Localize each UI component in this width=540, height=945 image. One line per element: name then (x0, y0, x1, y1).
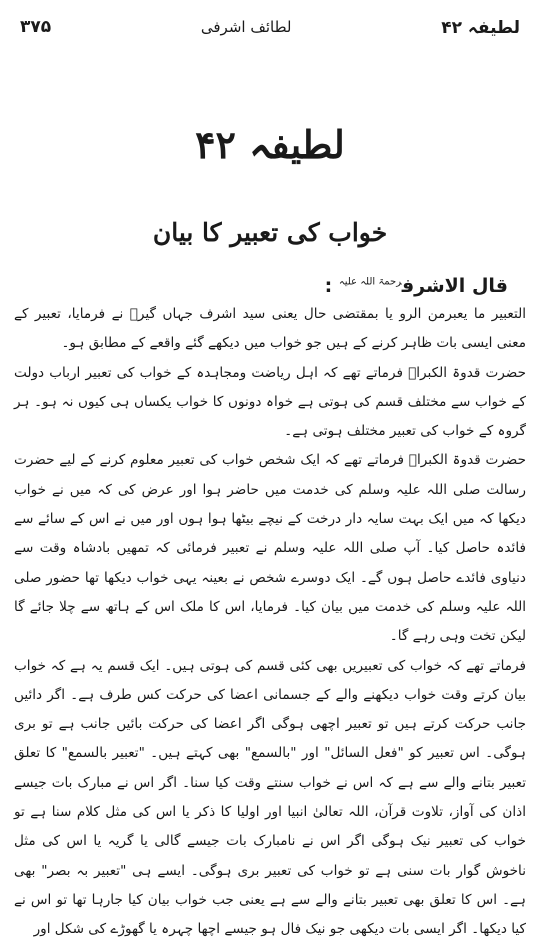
body-text (14, 300, 526, 938)
paragraph: حضرت قدوۃ الکبراؒ فرماتے تھے کہ اہل ریاضت ومجاہدہ کے خواب کی تعبیر ارباب دولت کے خواب سے مختلف قسم کی ہوتی ہے خواہ دونوں کا خواب یکساں ہی کیوں نہ ہو۔ ہر گروہ کے خواب کی تعبیر مختلف ہوتی ہے۔ (14, 364, 526, 440)
section-title: خواب کی تعبیر کا بیان (152, 218, 388, 247)
paragraph: فرماتے تھے کہ خواب کی تعبیریں بھی کئی قسم کی ہوتی ہیں۔ ایک قسم یہ ہے کہ خواب بیان کرتے وقت خواب دیکھنے والے کے جسمانی اعضا کی حرکت کس طرف ہے۔ اگر دائیں جانب حرکت کرتے ہیں تو تعبیر اچھی ہوگی اگر اعضا کی حرکت بائیں جانب ہے تو بری ہوگی۔ اس تعبیر کو "فعل السائل" اور "بالسمع" بھی کہتے ہیں۔ "تعبیر بالسمع" کا تعلق تعبیر بتانے والے سے ہے کہ اس نے خواب سنتے وقت کیا سنا۔ اگر اس نے مبارک بات جیسے اذان کی آواز، تلاوت قرآن، اللہ تعالیٰ انبیا اور اولیا کا ذکر یا اس کی مثل کلام سنا ہے تو خواب کی تعبیر نیک ہوگی اگر اس نے نامبارک بات جیسے گالی یا گریہ یا اس کی مثل ناخوش گوار بات سنی ہے تو خواب کی تعبیر بری ہوگی۔ ایسے ہی "تعبیر بہ بصر" بھی ہے۔ اس کا تعلق بھی تعبیر بتانے والے سے ہے یعنی جب خواب بیان کیا جارہا تھا تو اس نے کیا دیکھا۔ اگر ایسی بات دیکھی جو نیک فال ہو جیسے اچھا چہرہ یا گھوڑے کی شکل اور (14, 657, 526, 938)
honorific-mark: رحمۃ اللہ علیہ (338, 276, 402, 288)
chapter-title: لطیفہ ۴۲ (195, 122, 345, 167)
speaker-label: قال الاشرف (401, 275, 508, 297)
book-title: لطائف اشرفی (200, 18, 292, 36)
page-number: ۳۷۵ (20, 17, 52, 37)
chapter-reference: لطیفہ ۴۲ (441, 17, 520, 38)
paragraph: حضرت قدوۃ الکبراؒ فرماتے تھے کہ ایک شخص خواب کی تعبیر معلوم کرنے کے لیے حضرت رسالت صلی اللہ علیہ وسلم کی خدمت میں حاضر ہوا اور عرض کی کہ میں نے خواب دیکھا کہ میں ایک بہت سایہ دار درخت کے نیچے بیٹھا ہوا ہوں اور میں نے اس کے سائے سے فائدہ حاصل کیا۔ آپ صلی اللہ علیہ وسلم نے تعبیر فرمائی کہ تمھیں بادشاہ وقت سے دنیاوی فائدے حاصل ہوں گے۔ ایک دوسرے شخص نے بعینہ یہی خواب دیکھا تھا حضور صلی اللہ علیہ وسلم کی خدمت میں بیان کیا۔ فرمایا، اس کا ملک اس کے ہاتھ سے چلا جائے گا لیکن تخت وہی رہے گا۔ (14, 452, 526, 645)
speaker-heading (325, 275, 508, 297)
speaker-colon: : (324, 275, 333, 297)
page-header (20, 12, 520, 42)
paragraph: التعبیر ما یعبرمن الرو یا بمقتضی حال یعنی سید اشرف جہاں گیرؒ نے فرمایا، تعبیر کے معنی ایسی بات ظاہر کرنے کے ہیں جو خواب میں دیکھے گئے واقعے کے مطابق ہو۔ (14, 306, 526, 352)
